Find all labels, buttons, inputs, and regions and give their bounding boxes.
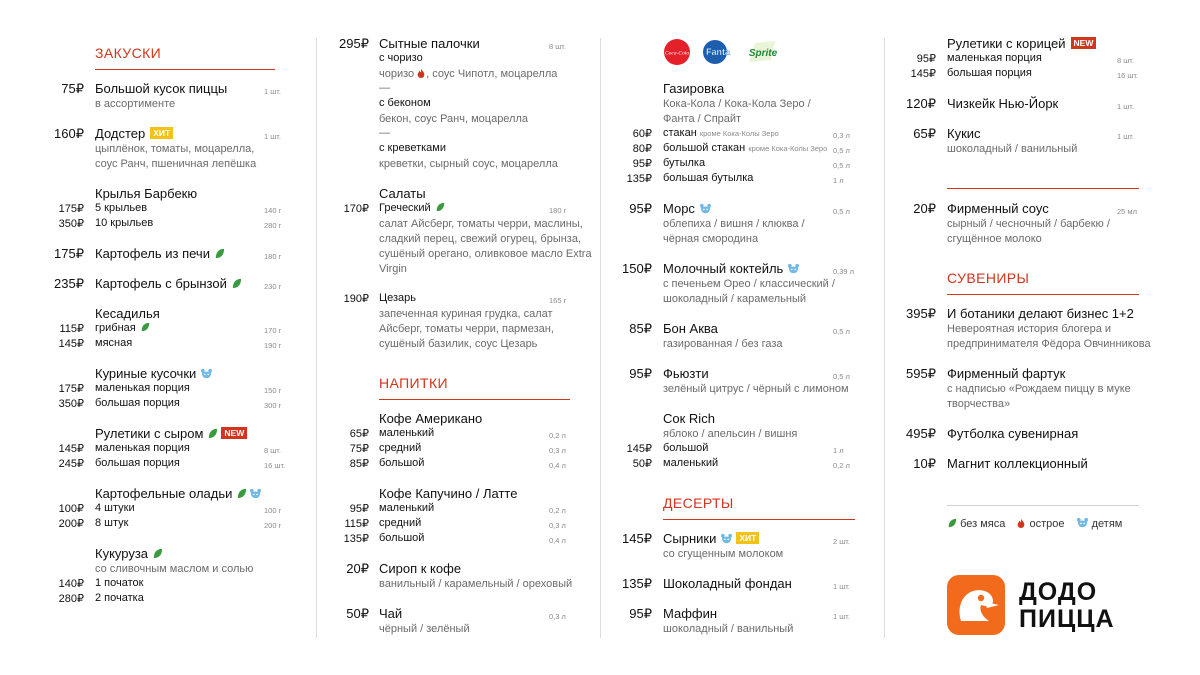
item-desc: шоколадный / ванильный [663,623,794,635]
item-desc: соус Ранч, пшеничная лепёшка [95,158,257,170]
item-unit: 1 шт. [833,582,850,591]
section-rule [95,69,275,70]
variant: с чоризо [379,52,423,64]
variant: большая порция [947,67,1032,79]
coca-cola-logo-text: Coca-Cola [664,50,690,57]
price: 175₽ [54,246,84,261]
item-desc: Virgin [379,263,407,275]
item-unit: 150 г [264,386,282,395]
variant [379,202,445,214]
price: 115₽ [59,323,84,335]
price: 75₽ [61,81,84,96]
section-title-drinks: НАПИТКИ [379,375,448,391]
item-name-text: Рулетики с корицей [947,36,1066,51]
item-desc: креветки, сырный соус, моцарелла [379,158,558,170]
price: 20₽ [346,561,369,576]
item-name: Фирменный соус [947,201,1049,216]
item-unit: 280 г [264,221,282,230]
item-name: Крылья Барбекю [95,186,198,201]
item-name [95,126,173,141]
price: 145₽ [626,443,652,455]
leaf-icon [435,202,445,212]
item-desc: Невероятная история блогера и [947,323,1112,335]
item-name: Кукис [947,126,981,141]
item-name: Большой кусок пиццы [95,81,228,96]
sprite-logo [745,38,785,66]
hit-badge: ХИТ [736,532,759,544]
variant: средний [379,442,422,454]
section-rule [947,294,1139,295]
item-name-text: Молочный коктейль [663,261,784,276]
kids-icon [699,203,712,214]
item-name-text: Морс [663,201,695,216]
dodo-logo [947,575,1147,637]
variant-text: грибная [95,322,136,334]
item-unit: 2 шт. [833,537,850,546]
price: 60₽ [632,128,652,140]
variant-text: большой стакан [663,142,746,154]
price: 95₽ [629,201,652,216]
legend-kids: детям [1091,518,1123,530]
item-unit: 0,5 л [833,161,850,170]
price: 145₽ [58,443,84,455]
item-unit: 1 л [833,176,844,185]
price: 80₽ [632,143,652,155]
leaf-icon [207,428,218,439]
item-name [663,531,759,546]
item-name [95,366,213,381]
item-unit: 8 шт. [264,446,281,455]
variant: маленький [379,427,435,439]
item-unit: 0,4 л [549,536,566,545]
price: 175₽ [58,383,84,395]
item-desc: чёрная смородина [663,233,759,245]
section-rule [663,519,855,520]
item-unit: 8 шт. [1117,56,1134,65]
item-desc-text: , соус Чипотл, моцарелла [426,68,558,80]
item-name: Шоколадный фондан [663,576,792,591]
fanta-logo-text: Fanta [705,47,731,57]
variant [95,322,150,334]
item-unit: 165 г [549,296,567,305]
leaf-icon [947,518,957,528]
price: 145₽ [622,531,652,546]
item-unit: 0,39 л [833,267,855,276]
variant: большой [663,442,709,454]
item-name: Футболка сувенирная [947,426,1079,441]
column-divider [316,38,317,638]
price: 595₽ [906,366,936,381]
variant: с креветками [379,142,446,154]
section-rule [947,188,1139,189]
column-divider [884,38,885,638]
item-unit: 1 шт. [1117,132,1134,141]
price: 65₽ [913,126,936,141]
price: 245₽ [58,458,84,470]
kids-icon [1076,517,1089,528]
price: 135₽ [343,533,369,545]
price: 135₽ [626,173,652,185]
price: 50₽ [632,458,652,470]
item-desc: яблоко / апельсин / вишня [663,428,798,440]
price: 280₽ [58,593,84,605]
variant: Цезарь [379,292,417,304]
variant: 10 крыльев [95,217,154,229]
price: 295₽ [339,36,369,51]
item-desc: Айсберг, томаты черри, пармезан, [379,323,554,335]
variant: бутылка [663,157,706,169]
price: 140₽ [58,578,84,590]
logo-line-2: ПИЦЦА [1019,605,1115,633]
price: 115₽ [344,518,369,530]
item-unit: 0,3 л [833,131,850,140]
variant: мясная [95,337,133,349]
item-desc: с надписью «Рождаем пиццу в муке [947,383,1131,395]
item-name [95,426,247,441]
price: 170₽ [343,203,369,215]
price: 85₽ [629,321,652,336]
item-unit: 16 шт. [264,461,286,470]
item-name [95,246,225,261]
price: 95₽ [629,606,652,621]
new-badge: NEW [1071,37,1097,49]
legend-veg: без мяса [960,518,1006,530]
item-unit: 0,5 л [833,327,850,336]
item-desc [379,67,557,82]
column-divider [600,38,601,638]
hit-badge: ХИТ [150,127,173,139]
item-name-text: Картофельные оладьи [95,486,233,501]
item-desc: сушёный базилик, соус Цезарь [379,338,538,350]
item-name: Бон Аква [663,321,718,336]
variant: маленькая порция [947,52,1042,64]
item-name: Фьюзти [663,366,709,381]
price: 160₽ [54,126,84,141]
item-desc: зелёный цитрус / чёрный с лимоном [663,383,849,395]
variant: средний [379,517,422,529]
section-title-desserts: ДЕСЕРТЫ [663,495,734,511]
variant: 8 штук [95,517,129,529]
item-unit: 0,3 л [549,612,566,621]
kids-icon [787,263,800,274]
item-unit: 25 мл [1117,207,1137,216]
new-badge: NEW [221,427,247,439]
variant: большая порция [95,457,180,469]
item-name [95,546,163,561]
price: 350₽ [58,398,84,410]
item-desc: со сгущенным молоком [663,548,784,560]
item-name-text: Рулетики с сыром [95,426,204,441]
price: 200₽ [58,518,84,530]
item-name-text: Додстер [95,126,146,141]
item-desc: Фанта / Спрайт [663,113,742,125]
item-unit: 0,4 л [549,461,566,470]
item-desc: шоколадный / ванильный [947,143,1078,155]
item-name [95,486,262,501]
item-unit: 230 г [264,282,282,291]
variant: большая порция [95,397,180,409]
dash-separator: — [379,127,390,139]
item-desc: Кока-Кола / Кока-Кола Зеро / [663,98,811,110]
sprite-logo-text: Sprite [748,48,778,59]
price: 50₽ [346,606,369,621]
item-name-text: Картофель из печи [95,246,210,261]
price: 350₽ [58,218,84,230]
item-unit: 0,3 л [549,521,566,530]
item-name-text: Куриные кусочки [95,366,197,381]
item-desc: салат Айсберг, томаты черри, маслины, [379,218,583,230]
price: 95₽ [629,366,652,381]
item-name: И ботаники делают бизнес 1+2 [947,306,1134,321]
item-unit: 0,2 л [549,431,566,440]
item-name [95,276,242,291]
item-desc: цыплёнок, томаты, моцарелла, [95,143,255,155]
section-rule [379,399,570,400]
variant: 4 штуки [95,502,135,514]
item-name: Фирменный фартук [947,366,1066,381]
price: 175₽ [58,203,84,215]
leaf-icon [231,278,242,289]
item-name: Салаты [379,186,426,201]
item-unit: 0,5 л [833,372,850,381]
item-desc: с печеньем Орео / классический / [663,278,835,290]
fire-icon [416,68,426,78]
item-unit: 16 шт. [1117,71,1139,80]
variant-note: кроме Кока-Колы Зеро [748,144,828,153]
price: 395₽ [906,306,936,321]
item-unit: 170 г [264,326,282,335]
variant: 2 початка [95,592,144,604]
price: 65₽ [349,428,369,440]
price: 120₽ [906,96,936,111]
kids-icon [200,368,213,379]
item-unit: 0,3 л [549,446,566,455]
item-name: Чизкейк Нью-Йорк [947,96,1059,111]
price: 75₽ [349,443,369,455]
section-title-snacks: ЗАКУСКИ [95,45,162,61]
leaf-icon [236,488,247,499]
item-unit: 1 шт. [833,612,850,621]
legend-divider [947,505,1139,506]
fanta-logo [701,38,737,66]
leaf-icon [214,248,225,259]
leaf-icon [152,548,163,559]
item-unit: 0,5 л [833,146,850,155]
legend [947,517,1122,530]
price: 20₽ [913,201,936,216]
item-name: Кофе Капучино / Латте [379,486,518,501]
item-unit: 1 л [833,446,844,455]
item-name-text: Картофель с брынзой [95,276,227,291]
legend-spicy: острое [1029,518,1065,530]
price: 495₽ [906,426,936,441]
item-name: Кесадилья [95,306,160,321]
item-name: Газировка [663,81,725,96]
item-name: Сытные палочки [379,36,480,51]
price: 135₽ [622,576,652,591]
item-desc: сырный / чесночный / барбекю / [947,218,1110,230]
variant: большой [379,532,425,544]
kids-icon [249,488,262,499]
item-unit: 180 г [549,206,567,215]
variant [663,142,827,154]
item-unit: 8 шт. [549,42,566,51]
item-unit: 0,5 л [833,207,850,216]
item-name: Магнит коллекционный [947,456,1088,471]
item-unit: 0,2 л [549,506,566,515]
item-name: Сок Rich [663,411,715,426]
price: 95₽ [916,53,936,65]
item-desc: творчества» [947,398,1011,410]
variant: маленькая порция [95,382,190,394]
item-desc: газированная / без газа [663,338,783,350]
kids-icon [720,533,733,544]
item-desc: в ассортименте [95,98,176,110]
item-name-text: Кукуруза [95,546,149,561]
item-name: Сироп к кофе [379,561,462,576]
price: 100₽ [58,503,84,515]
item-desc: сушёный орегано, оливковое масло Extra [379,248,592,260]
item-unit: 200 г [264,521,282,530]
price: 145₽ [910,68,936,80]
item-unit: 0,2 л [833,461,850,470]
dodo-bird-icon [947,575,1005,635]
variant: 5 крыльев [95,202,148,214]
item-desc: сладкий перец, свежий огурец, брынза, [379,233,582,245]
item-unit: 180 г [264,252,282,261]
variant: маленькая порция [95,442,190,454]
variant-note: кроме Кока-Колы Зеро [699,129,779,138]
item-name [663,261,800,276]
item-unit: 190 г [264,341,282,350]
item-name [663,201,712,216]
price: 145₽ [58,338,84,350]
item-desc: чёрный / зелёный [379,623,470,635]
dash-separator: — [379,82,390,94]
variant-text: стакан [663,127,697,139]
item-name: Чай [379,606,403,621]
fire-icon [1016,518,1026,528]
variant: с беконом [379,97,431,109]
item-unit: 100 г [264,506,282,515]
variant-text: Греческий [379,202,431,214]
item-desc: предпринимателя Фёдора Овчинникова [947,338,1151,350]
item-desc: шоколадный / карамельный [663,293,806,305]
price: 95₽ [632,158,652,170]
coca-cola-logo [663,38,691,66]
item-name: Маффин [663,606,718,621]
item-desc: облепиха / вишня / клюква / [663,218,805,230]
item-unit: 1 шт. [264,132,281,141]
item-unit: 1 шт. [264,87,281,96]
item-unit: 300 г [264,401,282,410]
variant: большая бутылка [663,172,754,184]
item-desc: бекон, соус Ранч, моцарелла [379,113,529,125]
section-title-souvenirs: СУВЕНИРЫ [947,270,1030,286]
item-unit: 140 г [264,206,282,215]
item-name: Кофе Американо [379,411,483,426]
item-name-text: Сырники [663,531,717,546]
price: 190₽ [343,293,369,305]
leaf-icon [140,322,150,332]
variant: маленький [379,502,435,514]
item-unit: 1 шт. [1117,102,1134,111]
variant: большой [379,457,425,469]
item-name [947,36,1096,51]
item-desc: сгущённое молоко [947,233,1042,245]
item-desc: запеченная куриная грудка, салат [379,308,553,320]
item-desc: со сливочным маслом и солью [95,563,254,575]
price: 85₽ [349,458,369,470]
variant: 1 початок [95,577,144,589]
variant [663,127,779,139]
variant: маленький [663,457,719,469]
price: 95₽ [349,503,369,515]
price: 235₽ [54,276,84,291]
logo-line-1: ДОДО [1019,578,1098,606]
item-desc: ванильный / карамельный / ореховый [379,578,573,590]
price: 150₽ [622,261,652,276]
item-desc-text: чоризо [379,68,415,80]
price: 10₽ [913,456,936,471]
